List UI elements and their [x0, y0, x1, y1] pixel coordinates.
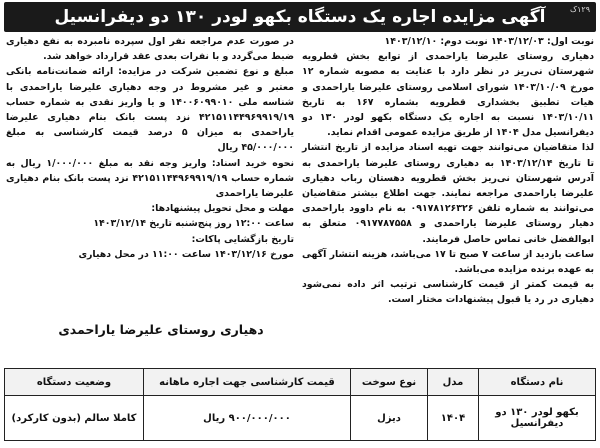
deposit-heading: مبلغ و نوع تضمین شرکت در مزایده:	[118, 66, 294, 78]
table-header: نام دستگاه	[479, 369, 596, 396]
table-cell: ۹۰۰/۰۰۰/۰۰۰ ریال	[144, 396, 351, 441]
table-header: قیمت کارشناسی جهت اجاره ماهانه	[144, 369, 351, 396]
document-info-paragraph: لذا متقاضیان می‌توانند جهت تهیه اسناد مزایده از تاریخ انتشار تا تاریخ ۱۴۰۳/۱۲/۱۴ به دهیاری روستای علیرضا یاراحمدی به آدرس شهرستان نی‌ریز بخش قطرویه دهستان رباب دهیاری علیرضا یاراحمدی مراجعه نمایند. جهت اطلاع بیشتر متقاضیان می‌توانند به شماره تلفن ۰۹۱۷۸۱۲۶۳۲۶ به نام داوود یاراحمدی دهیار روستای علیرضا یاراحمدی و ۰۹۱۷۷۸۷۵۵۸ متعلق به ابوالفضل خانی تماس حاصل فرمایند.	[302, 142, 594, 245]
announcement-paragraph: دهیاری روستای علیرضا یاراحمدی از توابع بخش قطرویه شهرستان نی‌ریز در نظر دارد با عنایت به مصوبه شماره ۱۲ مورخ ۱۴۰۳/۱۰/۰۹ شورای اسلامی روستای علیرضا یاراحمدی و هیات تطبیق بخشداری قطرویه بشماره ۱۶۷ به تاریخ ۱۴۰۳/۱۰/۱۱ نسبت به اجاره یک دستگاه بکهو لودر ۱۳۰ دو دیفرانسیل مدل ۱۴۰۴ از طریق مزایده عمومی اقدام نماید.	[302, 51, 594, 139]
table-cell: کاملا سالم (بدون کارکرد)	[5, 396, 144, 441]
opening-text: مورخ ۱۴۰۳/۱۲/۱۶ ساعت ۱۱:۰۰ در محل دهیاری	[78, 248, 294, 260]
publication-dates: نوبت اول: ۱۴۰۳/۱۲/۰۳ نوبت دوم: ۱۴۰۳/۱۲/۱۰	[384, 36, 594, 47]
purchase-text: واریز وجه نقد به مبلغ ۱/۰۰۰/۰۰۰ ریال به شماره حساب ۴۲۱۵۱۱۴۴۹۶۹۹۱۹/۱۹ نزد پست بانک بنام دهیاری علیرضا یاراحمدی	[6, 157, 294, 200]
forfeit-paragraph: در صورت عدم مراجعه نفر اول سپرده نامبرده به نفع دهیاری ضبط می‌گردد و با نفرات بعدی عقد قرارداد خواهد شد.	[6, 36, 294, 63]
table-row	[5, 396, 596, 441]
right-column	[302, 34, 594, 308]
visit-hours-paragraph: ساعت بازدید از ساعت ۷ صبح تا ۱۷ می‌باشد، هزینه انتشار آگهی به عهده برنده مزایده می‌باشد.	[302, 248, 594, 276]
table-header: مدل	[428, 369, 479, 396]
table-cell: بکهو لودر ۱۳۰ دو دیفرانسیل	[479, 396, 596, 441]
table-header: وضعیت دستگاه	[5, 369, 144, 396]
left-column	[6, 34, 294, 262]
title-banner	[4, 2, 596, 32]
deposit-text: ارائه ضمانت‌نامه بانکی معتبر و غیر مشروط در وجه دهیاری علیرضا یاراحمدی با شناسه ملی ۱۴۰۰۶۰۹۹۰۱۰ و یا واریز نقدی به شماره حساب ۴۲۱۵۱۱۴۴۹۶۹۹۱۹/۱۹ نزد پست بانک بنام دهیاری علیرضا یاراحمدی به میزان ۵ درصد قیمت کارشناسی به مبلغ ۴۵/۰۰۰/۰۰۰ ریال	[6, 66, 294, 154]
ad-code: ۱۲۹ک	[569, 5, 590, 14]
table-cell: دیزل	[351, 396, 428, 441]
table-cell: ۱۴۰۴	[428, 396, 479, 441]
ad-title: آگهی مزایده اجاره یک دستگاه بکهو لودر ۱۳۰ دو دیفرانسیل	[54, 7, 546, 27]
table-header-row	[5, 369, 596, 396]
deadline-text: ساعت ۱۲:۰۰ روز پنج‌شنبه تاریخ ۱۴۰۳/۱۲/۱۴	[93, 218, 294, 230]
equipment-table	[4, 368, 596, 441]
rejection-paragraph: به قیمت کمتر از قیمت کارشناسی ترتیب اثر داده نمی‌شود دهیاری در رد یا قبول پیشنهادات مختار است.	[302, 279, 594, 306]
table-header: نوع سوخت	[351, 369, 428, 396]
opening-heading: تاریخ بازگشایی پاکات:	[191, 233, 294, 245]
signature: دهیاری روستای علیرضا یاراحمدی	[58, 322, 264, 337]
purchase-heading: نحوه خرید اسناد:	[211, 157, 294, 169]
deadline-heading: مهلت و محل تحویل پیشنهادها:	[151, 203, 294, 215]
